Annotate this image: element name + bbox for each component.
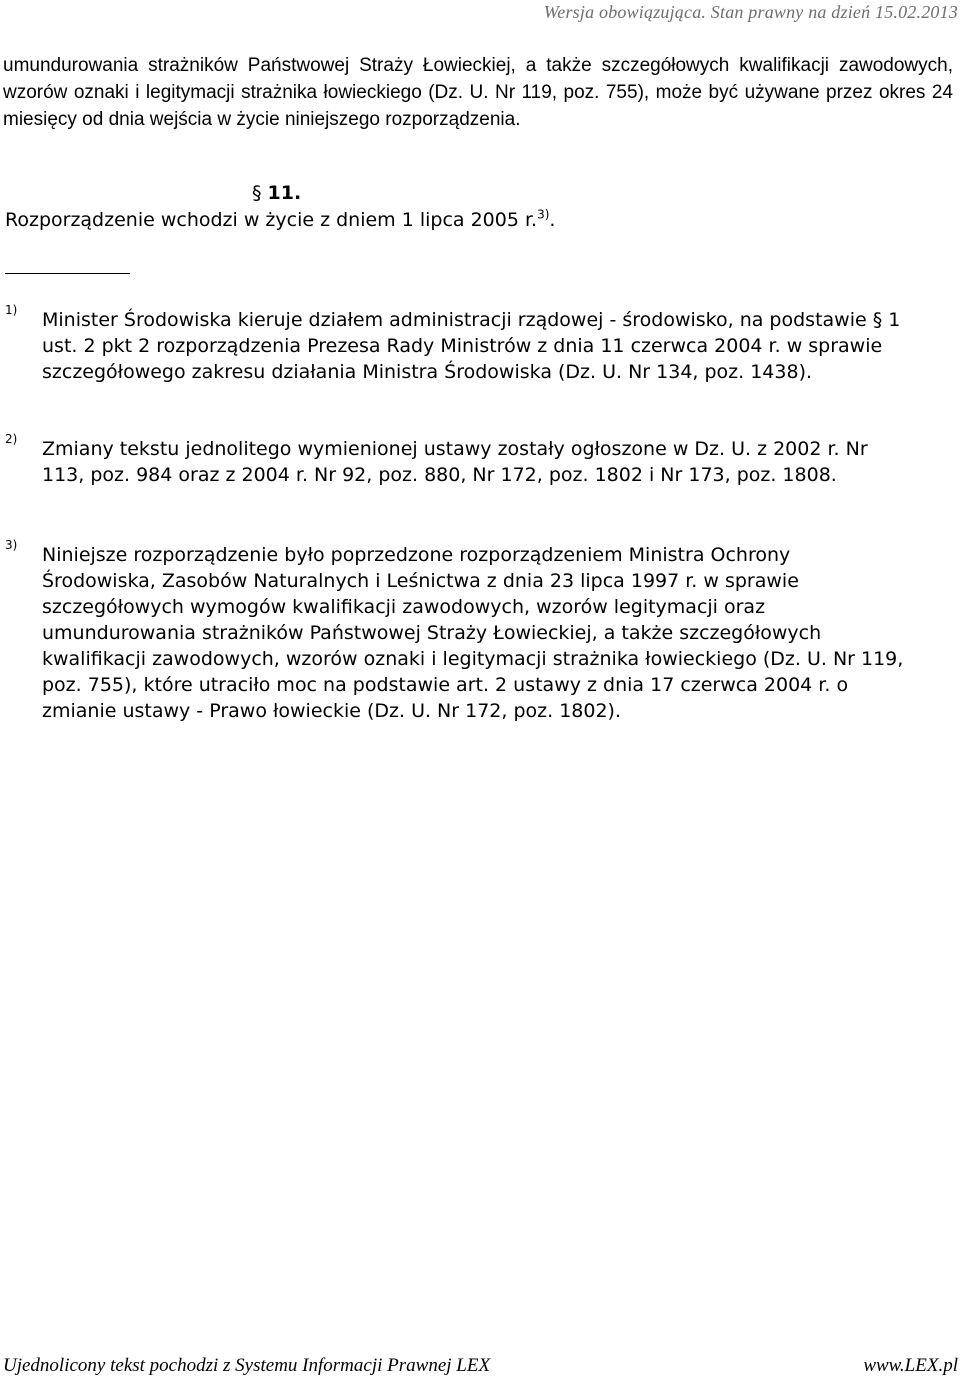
section-number: 11. <box>267 182 302 204</box>
effective-date-paragraph <box>5 207 555 233</box>
footnote-marker-3: 3) <box>5 538 18 552</box>
section-symbol: § <box>252 182 262 204</box>
footnote-marker-2: 2) <box>5 432 18 446</box>
footnote-text-1: Minister Środowiska kieruje działem administracji rządowej - środowisko, na podstawie § 1 ust. 2 pkt 2 rozporządzenia Prezesa Rady Ministrów z dnia 11 czerwca 2004 r. w sprawie szczegółowego zakresu działania Ministra Środowiska (Dz. U. Nr 134, poz. 1438). <box>42 309 901 383</box>
footnote-marker-1: 1) <box>5 303 18 317</box>
footnote-3 <box>5 538 905 724</box>
effective-date-text: Rozporządzenie wchodzi w życie z dniem 1 lipca 2005 r. <box>5 209 538 231</box>
page-header <box>0 2 960 23</box>
version-status-text: Wersja obowiązująca. Stan prawny na dzień 15.02.2013 <box>543 2 958 22</box>
footnote-ref-3[interactable]: 3) <box>537 207 550 222</box>
intro-paragraph: umundurowania strażników Państwowej Straży Łowieckiej, a także szczegółowych kwalifikacji zawodowych, wzorów oznaki i legitymacji strażnika łowieckiego (Dz. U. Nr 119, poz. 755), może być używane przez okres 24 miesięcy od dnia wejścia w życie niniejszego rozporządzenia. <box>3 55 953 130</box>
section-heading <box>252 182 301 204</box>
footnote-2 <box>5 432 905 488</box>
effective-date-end: . <box>549 209 556 231</box>
footer-source-text: Ujednolicony tekst pochodzi z Systemu Informacji Prawnej LEX <box>3 1355 491 1376</box>
footnote-text-2: Zmiany tekstu jednolitego wymienionej ustawy zostały ogłoszone w Dz. U. z 2002 r. Nr 113, poz. 984 oraz z 2004 r. Nr 92, poz. 880, Nr 172, poz. 1802 i Nr 173, poz. 1808. <box>42 438 868 486</box>
footnote-1 <box>5 303 905 385</box>
page-footer <box>0 1355 960 1381</box>
footnote-text-3: Niniejsze rozporządzenie było poprzedzone rozporządzeniem Ministra Ochrony Środowiska, Zasobów Naturalnych i Leśnictwa z dnia 23 lipca 1997 r. w sprawie szczegółowych wymogów kwalifikacji zawodowych, wzorów legitymacji oraz umundurowania strażników Państwowej Straży Łowieckiej, a także szczegółowych kwalifikacji zawodowych, wzorów oznaki i legitymacji strażnika łowieckiego (Dz. U. Nr 119, poz. 755), które utraciło moc na podstawie art. 2 ustawy z dnia 17 czerwca 2004 r. o zmianie ustawy - Prawo łowieckie (Dz. U. Nr 172, poz. 1802). <box>42 544 904 722</box>
footnote-separator <box>5 273 130 274</box>
footer-site-link[interactable]: www.LEX.pl <box>863 1355 958 1376</box>
